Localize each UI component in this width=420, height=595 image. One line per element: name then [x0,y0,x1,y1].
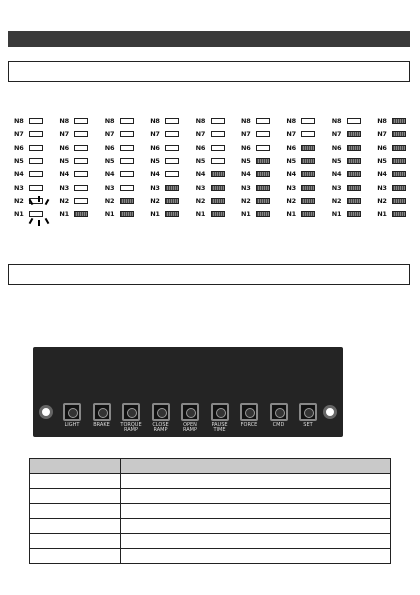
led-label: N5 [14,156,24,165]
board-button-label: CLOSE RAMP [152,422,169,433]
led-label: N8 [59,117,69,125]
led-row [241,156,281,166]
led-label: N8 [195,117,206,125]
led-indicator [74,131,88,137]
table-header-cell [121,459,391,474]
led-indicator [301,158,315,164]
led-label: N6 [150,143,160,152]
led-indicator [347,185,361,191]
led-indicator [29,118,43,124]
led-label: N1 [286,210,296,219]
led-indicator [301,118,315,124]
led-indicator [29,145,43,151]
led-label: N1 [241,210,251,219]
table-cell [30,549,121,564]
led-label: N4 [14,170,24,179]
led-row [105,156,145,166]
led-label: N5 [241,156,251,165]
led-label: N4 [195,170,206,179]
led-row [150,196,190,206]
led-indicator [256,145,270,151]
led-row [286,116,326,126]
led-indicator [120,211,134,217]
led-row [14,169,54,179]
led-row [105,129,145,139]
led-row [286,196,326,206]
led-indicator [301,131,315,137]
led-label: N6 [241,143,251,152]
board-push-button [211,403,229,421]
led-row [105,209,145,219]
table-row [30,504,391,519]
led-row [150,209,190,219]
led-row [105,196,145,206]
led-label: N2 [150,196,160,205]
led-indicator [165,145,179,151]
board-button-label: LIGHT [64,422,80,428]
led-row [196,116,236,126]
led-label: N3 [331,183,342,192]
led-row [377,143,417,153]
led-row [377,129,417,139]
led-row [14,183,54,193]
led-row [150,183,190,193]
led-indicator [165,171,179,177]
led-indicator [392,131,406,137]
led-row [59,116,99,126]
blink-ray-icon [38,196,40,202]
led-indicator [347,198,361,204]
table-row [30,549,391,564]
led-row [105,116,145,126]
board-button-label: OPEN RAMP [182,422,198,433]
led-row [332,196,372,206]
led-label: N8 [286,117,296,125]
led-label: N5 [104,156,115,165]
led-label: N6 [14,143,24,152]
led-row [59,169,99,179]
led-label: N6 [377,143,387,152]
led-indicator [74,145,88,151]
led-label: N1 [195,210,206,219]
led-row [241,183,281,193]
led-label: N7 [14,130,24,139]
led-label: N4 [104,170,115,179]
board-push-button [152,403,170,421]
led-row [14,156,54,166]
table-row [30,519,391,534]
led-label: N7 [286,130,296,139]
led-label: N5 [150,156,160,165]
led-row [377,209,417,219]
led-indicator [392,198,406,204]
led-label: N8 [377,117,387,125]
led-indicator [165,118,179,124]
led-row [150,129,190,139]
led-indicator [211,185,225,191]
led-row [196,183,236,193]
led-indicator [301,185,315,191]
board-push-button [181,403,199,421]
led-row [377,156,417,166]
led-indicator [74,118,88,124]
led-indicator [392,211,406,217]
led-row [377,183,417,193]
led-indicator [74,185,88,191]
led-indicator [392,171,406,177]
table-cell [121,504,391,519]
led-row [196,209,236,219]
led-label: N3 [286,183,296,192]
led-indicator [74,171,88,177]
led-label: N2 [14,196,24,205]
led-indicator [301,211,315,217]
led-indicator [29,131,43,137]
led-indicator [29,185,43,191]
led-label: N2 [377,196,387,205]
led-label: N2 [104,196,115,205]
led-row [241,209,281,219]
led-indicator [211,118,225,124]
led-row [286,143,326,153]
led-row [196,196,236,206]
board-button-label: FORCE [240,422,258,428]
table-row [30,489,391,504]
led-row [150,156,190,166]
led-label: N6 [331,143,342,152]
led-row [332,209,372,219]
led-indicator [392,185,406,191]
led-label: N2 [286,196,296,205]
led-row [332,143,372,153]
led-label: N6 [286,143,296,152]
section-header-bar [8,31,410,47]
ladder-column [332,116,372,226]
led-indicator [211,158,225,164]
led-row [286,129,326,139]
led-indicator [301,171,315,177]
led-label: N5 [195,156,206,165]
led-row [196,169,236,179]
led-indicator [347,118,361,124]
led-indicator [256,185,270,191]
led-label: N7 [104,130,115,139]
led-row [59,183,99,193]
ladder-column [150,116,190,226]
led-indicator [120,158,134,164]
led-label: N1 [59,210,69,219]
led-label: N8 [331,117,342,125]
led-label: N3 [104,183,115,192]
led-row [59,209,99,219]
table-cell [121,549,391,564]
led-indicator [74,211,88,217]
ladder-column [59,116,99,226]
led-indicator [120,185,134,191]
led-row [59,196,99,206]
led-row [150,143,190,153]
led-row [59,143,99,153]
led-indicator [120,131,134,137]
led-indicator [74,158,88,164]
led-row [241,129,281,139]
ladder-column [14,116,54,226]
led-label: N2 [195,196,206,205]
led-label: N7 [195,130,206,139]
led-row [241,116,281,126]
led-indicator [392,118,406,124]
led-indicator [256,158,270,164]
led-row [196,156,236,166]
led-row [332,169,372,179]
led-label: N1 [377,210,387,219]
led-label: N7 [241,130,251,139]
led-row [196,129,236,139]
led-row [105,183,145,193]
board-push-button [63,403,81,421]
led-label: N1 [331,210,342,219]
led-indicator [347,131,361,137]
led-label: N4 [59,170,69,179]
led-indicator [165,185,179,191]
led-label: N1 [104,210,115,219]
led-indicator [29,171,43,177]
led-row [59,129,99,139]
led-indicator [120,171,134,177]
led-label: N3 [14,183,24,192]
led-row [14,116,54,126]
led-level-ladder [14,116,414,226]
led-row [377,169,417,179]
led-row [286,156,326,166]
led-indicator [301,198,315,204]
led-row [286,209,326,219]
led-indicator [211,145,225,151]
ladder-column [241,116,281,226]
led-row [241,143,281,153]
led-indicator [211,131,225,137]
led-indicator [74,198,88,204]
led-label: N1 [150,210,160,219]
led-label: N4 [150,170,160,179]
led-label: N6 [195,143,206,152]
caption-frame-top [8,61,410,82]
led-row [105,169,145,179]
led-indicator [256,211,270,217]
led-indicator [120,145,134,151]
ladder-column [105,116,145,226]
table-cell [121,519,391,534]
led-label: N4 [286,170,296,179]
board-push-button [122,403,140,421]
led-indicator [165,211,179,217]
table-cell [30,489,121,504]
led-indicator [165,158,179,164]
led-row [14,143,54,153]
led-label: N6 [59,143,69,152]
led-row [241,169,281,179]
led-row [377,196,417,206]
table-cell [30,474,121,489]
led-indicator [165,198,179,204]
led-row [332,156,372,166]
mounting-hole-left [39,405,53,419]
led-row [14,129,54,139]
led-indicator [347,211,361,217]
led-label: N3 [150,183,160,192]
led-row [105,143,145,153]
board-button-label: SET [303,422,313,428]
led-indicator [392,158,406,164]
led-label: N8 [104,117,115,125]
board-push-button [240,403,258,421]
led-indicator [301,145,315,151]
led-label: N2 [59,196,69,205]
ladder-column [196,116,236,226]
board-button-label: CMD [272,422,285,428]
led-label: N7 [59,130,69,139]
led-indicator [256,118,270,124]
table-cell [121,534,391,549]
led-row [332,116,372,126]
control-board-photo [33,347,343,437]
led-label: N3 [241,183,251,192]
led-label: N4 [331,170,342,179]
led-label: N8 [241,117,251,125]
led-indicator [120,198,134,204]
led-indicator [165,131,179,137]
led-label: N7 [377,130,387,139]
table-cell [30,519,121,534]
board-push-button [270,403,288,421]
led-row [286,183,326,193]
table-header-row [30,459,391,474]
board-push-button [299,403,317,421]
led-indicator [347,145,361,151]
blink-ray-icon [38,220,40,226]
led-indicator [211,198,225,204]
board-button-label: BRAKE [93,422,110,428]
table-row [30,474,391,489]
led-row [332,129,372,139]
led-label: N8 [150,117,160,125]
table-header-cell [30,459,121,474]
caption-frame-middle [8,264,410,285]
led-row [286,169,326,179]
mounting-hole-right [323,405,337,419]
led-indicator [256,171,270,177]
led-indicator [29,158,43,164]
table-row [30,534,391,549]
led-label: N5 [377,156,387,165]
led-label: N4 [377,170,387,179]
led-indicator [392,145,406,151]
led-indicator [256,198,270,204]
led-indicator [256,131,270,137]
settings-table [29,458,391,564]
led-label: N2 [331,196,342,205]
table-cell [121,489,391,504]
led-row [14,209,54,219]
led-row [150,116,190,126]
led-indicator [347,171,361,177]
led-label: N3 [377,183,387,192]
led-row [150,169,190,179]
board-button-label: TORQUE RAMP [120,422,142,433]
led-label: N5 [331,156,342,165]
led-label: N8 [14,117,24,125]
table-cell [30,504,121,519]
ladder-column [377,116,417,226]
led-label: N4 [241,170,251,179]
led-indicator [211,171,225,177]
ladder-column [286,116,326,226]
led-label: N3 [195,183,206,192]
led-label: N5 [59,156,69,165]
led-label: N7 [150,130,160,139]
table-cell [30,534,121,549]
led-label: N1 [14,210,24,219]
led-label: N6 [104,143,115,152]
led-label: N7 [331,130,342,139]
led-indicator [120,118,134,124]
led-indicator [347,158,361,164]
led-indicator [211,211,225,217]
board-push-button [93,403,111,421]
led-row [332,183,372,193]
table-cell [121,474,391,489]
led-label: N5 [286,156,296,165]
led-label: N3 [59,183,69,192]
led-indicator [29,211,43,217]
led-row [377,116,417,126]
led-row [59,156,99,166]
board-button-label: PAUSE TIME [211,422,228,433]
led-label: N2 [241,196,251,205]
led-row [241,196,281,206]
led-row [196,143,236,153]
